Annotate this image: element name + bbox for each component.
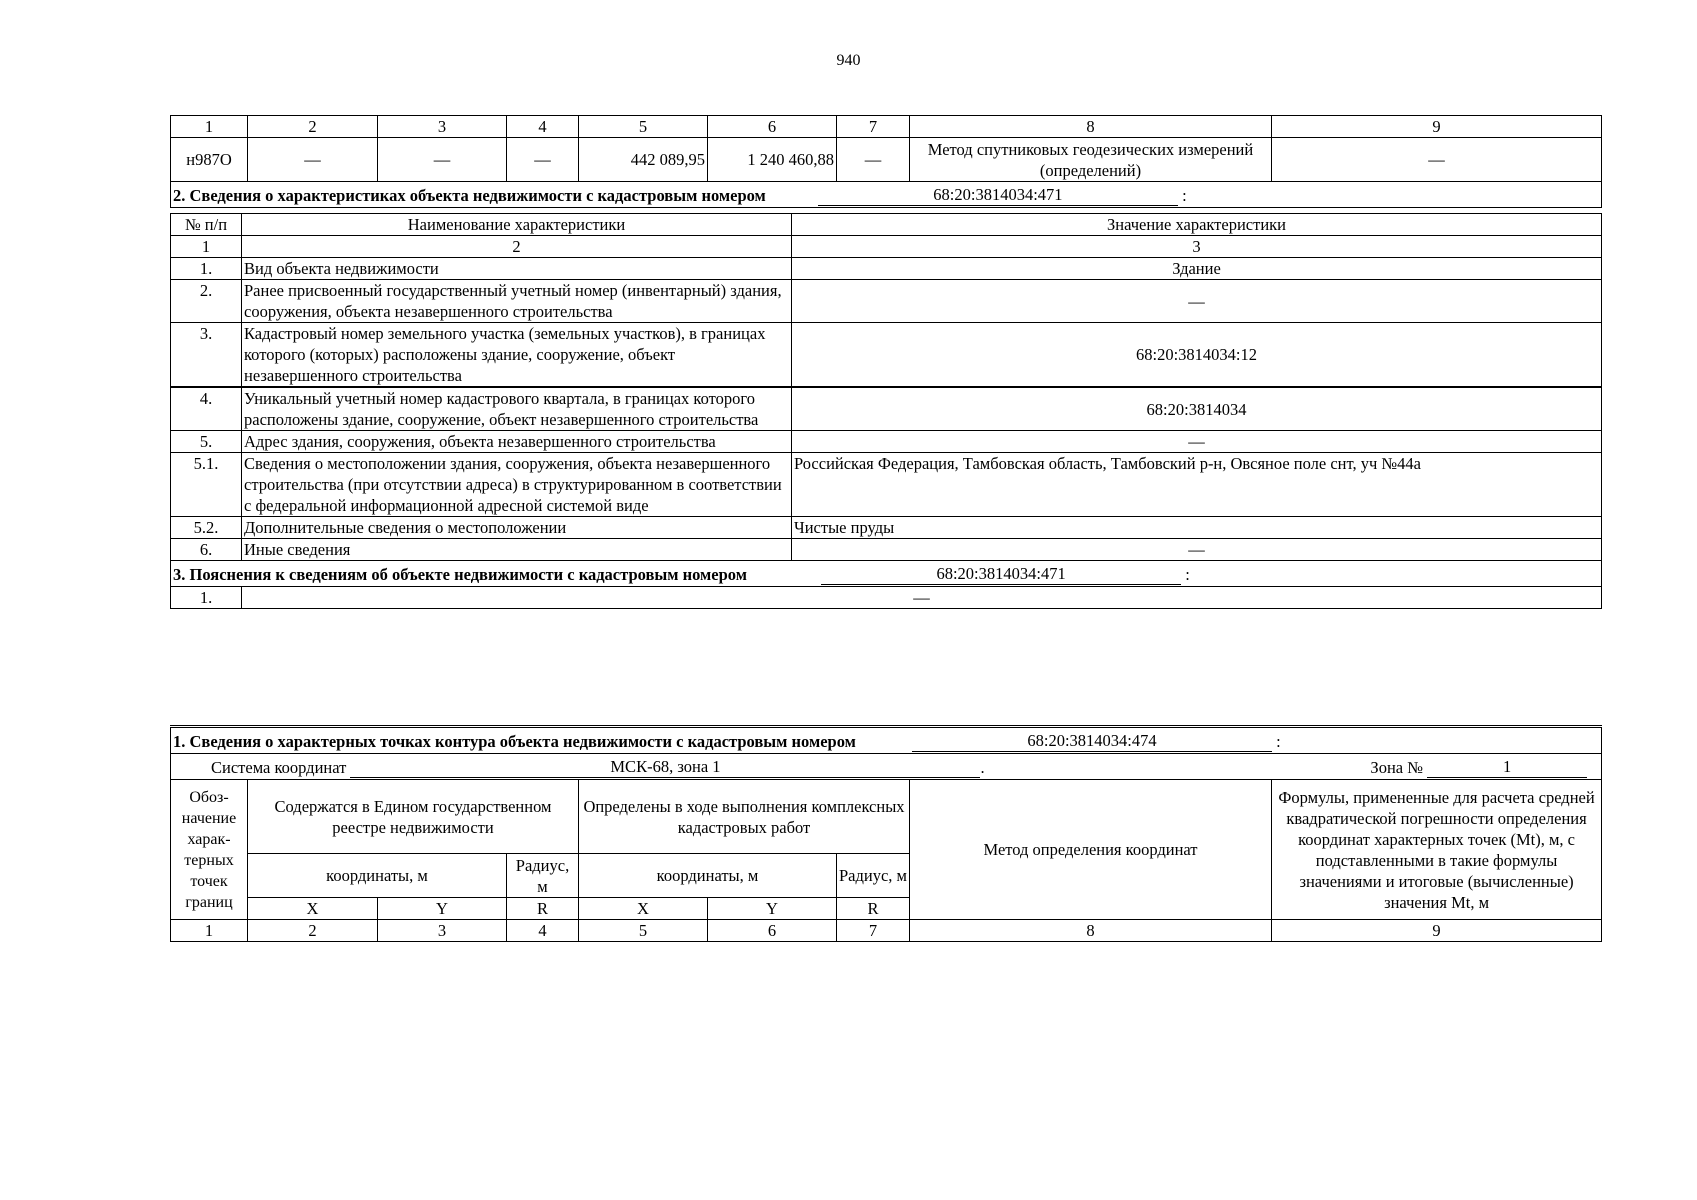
header-x: X (579, 898, 708, 920)
row-name: Уникальный учетный номер кадастрового квартала, в границах которого расположены здание, сооружение, объект незавершенного строительства (242, 387, 792, 431)
row-name: Ранее присвоенный государственный учетный номер (инвентарный) здания, сооружения, объекта незавершенного строительства (242, 280, 792, 323)
header-point-designation: Обоз-начение харак-терных точек границ (171, 780, 248, 920)
column-number-row (171, 236, 1602, 258)
row-num: 5. (171, 431, 242, 453)
table-row (171, 323, 1602, 388)
page-number: 940 (836, 52, 861, 69)
header-row-1 (171, 780, 1602, 854)
header-formulas: Формулы, примененные для расчета средней квадратической погрешности определения координат характерных точек (Mt), м, с подставленными в такие формулы значениями и итоговые (вычисленные) значения Mt, м (1272, 780, 1602, 920)
col-num: 1 (171, 236, 242, 258)
row-name: Кадастровый номер земельного участка (земельных участков), в границах которого (которых) расположены здание, сооружение, объект незавершенного строительства (242, 323, 792, 388)
cadastral-number: 68:20:3814034:471 (821, 563, 1181, 585)
table-cell: — (507, 138, 579, 182)
table-cell: — (837, 138, 910, 182)
row-value: 68:20:3814034 (792, 387, 1602, 431)
row-value: — (792, 280, 1602, 323)
row-name: Иные сведения (242, 539, 792, 561)
col-num: 3 (792, 236, 1602, 258)
table-row (171, 258, 1602, 280)
zone-value: 1 (1427, 756, 1587, 778)
header-radius: Радиус, м (837, 854, 910, 898)
contour-points-table (170, 725, 1602, 942)
table-row (171, 517, 1602, 539)
col-num: 3 (378, 920, 507, 942)
header-y: Y (708, 898, 837, 920)
col-num: 5 (579, 116, 708, 138)
row-num: 4. (171, 387, 242, 431)
row-name: Адрес здания, сооружения, объекта незавершенного строительства (242, 431, 792, 453)
table-cell: — (1272, 138, 1602, 182)
col-num: 6 (708, 920, 837, 942)
header-coords: координаты, м (248, 854, 507, 898)
table-cell: — (248, 138, 378, 182)
cadastral-number: 68:20:3814034:474 (912, 730, 1272, 752)
header-r: R (837, 898, 910, 920)
method-cell: Метод спутниковых геодезических измерений (определений) (910, 138, 1272, 182)
col-num: 4 (507, 116, 579, 138)
header-radius: Радиус, м (507, 854, 579, 898)
section-3-title-row (171, 561, 1602, 587)
coord-system-dot: . (980, 757, 985, 777)
colon: : (1182, 185, 1187, 205)
section-title: 3. Пояснения к сведениям об объекте недвижимости с кадастровым номером (173, 564, 747, 584)
row-value: Чистые пруды (792, 517, 1602, 539)
col-num: 2 (242, 236, 792, 258)
header-method: Метод определения координат (910, 780, 1272, 920)
table-row (171, 138, 1602, 182)
col-num: 9 (1272, 116, 1602, 138)
section-1-title-row (171, 727, 1602, 754)
table-row (171, 280, 1602, 323)
table-cell: — (378, 138, 507, 182)
header-name: Наименование характеристики (242, 214, 792, 236)
col-num: 9 (1272, 920, 1602, 942)
section-title: 2. Сведения о характеристиках объекта недвижимости с кадастровым номером (173, 185, 766, 205)
column-number-row (171, 920, 1602, 942)
coord-system-label: Система координат (211, 757, 347, 777)
header-x: X (248, 898, 378, 920)
row-num: 1. (171, 587, 242, 609)
row-num: 5.1. (171, 453, 242, 517)
header-coords: координаты, м (579, 854, 837, 898)
col-num: 2 (248, 116, 378, 138)
section-2-title-row (171, 182, 1602, 208)
section-title: 1. Сведения о характерных точках контура объекта недвижимости с кадастровым номером (173, 731, 856, 751)
row-num: 3. (171, 323, 242, 388)
row-name: Дополнительные сведения о местоположении (242, 517, 792, 539)
header-y: Y (378, 898, 507, 920)
col-num: 1 (171, 920, 248, 942)
row-value: — (792, 431, 1602, 453)
coord-y: 1 240 460,88 (708, 138, 837, 182)
row-num: 2. (171, 280, 242, 323)
header-row (171, 214, 1602, 236)
table-row (171, 387, 1602, 431)
col-num: 7 (837, 920, 910, 942)
colon: : (1276, 731, 1281, 751)
coord-system-row (171, 754, 1602, 780)
coordinates-table-continuation (170, 115, 1602, 208)
row-num: 1. (171, 258, 242, 280)
table-row (171, 587, 1602, 609)
row-name: Сведения о местоположении здания, сооружения, объекта незавершенного строительства (при отсутствии адреса) в структурированном в соответствии с федеральной информационной адресной системой виде (242, 453, 792, 517)
col-num: 7 (837, 116, 910, 138)
header-egrn: Содержатся в Едином государственном реестре недвижимости (248, 780, 579, 854)
header-num: № п/п (171, 214, 242, 236)
row-value: — (242, 587, 1602, 609)
coord-x: 442 089,95 (579, 138, 708, 182)
column-number-row (171, 116, 1602, 138)
row-value: Здание (792, 258, 1602, 280)
row-num: 6. (171, 539, 242, 561)
col-num: 8 (910, 920, 1272, 942)
row-num: 5.2. (171, 517, 242, 539)
table-row (171, 453, 1602, 517)
row-value: Российская Федерация, Тамбовская область, Тамбовский р-н, Овсяное поле снт, уч №44а (792, 453, 1602, 517)
characteristics-table (170, 213, 1602, 609)
col-num: 5 (579, 920, 708, 942)
table-row (171, 431, 1602, 453)
colon: : (1185, 564, 1190, 584)
col-num: 3 (378, 116, 507, 138)
cadastral-number: 68:20:3814034:471 (818, 184, 1178, 206)
coord-system-value: МСК-68, зона 1 (350, 756, 980, 778)
row-value: — (792, 539, 1602, 561)
header-r: R (507, 898, 579, 920)
col-num: 8 (910, 116, 1272, 138)
table-row (171, 539, 1602, 561)
row-value: 68:20:3814034:12 (792, 323, 1602, 388)
col-num: 1 (171, 116, 248, 138)
header-value: Значение характеристики (792, 214, 1602, 236)
col-num: 6 (708, 116, 837, 138)
col-num: 4 (507, 920, 579, 942)
header-complex: Определены в ходе выполнения комплексных кадастровых работ (579, 780, 910, 854)
col-num: 2 (248, 920, 378, 942)
zone-label: Зона № (1370, 757, 1423, 777)
row-name: Вид объекта недвижимости (242, 258, 792, 280)
point-name: н987О (171, 138, 248, 182)
